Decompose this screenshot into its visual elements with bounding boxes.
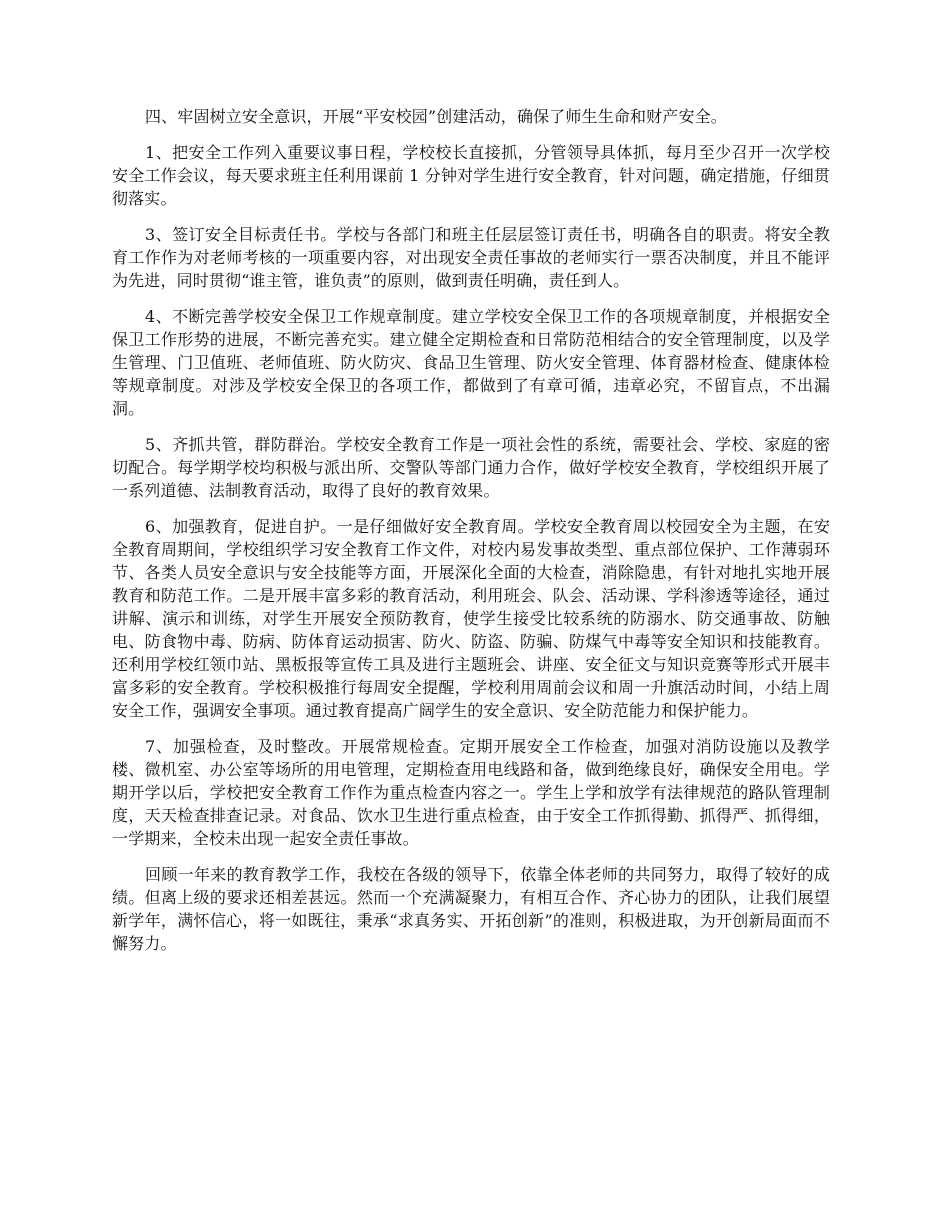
- paragraph-item-7: 7、加强检查，及时整改。开展常规检查。定期开展安全工作检查，加强对消防设施以及教学楼、微机室、办公室等场所的用电管理，定期检查用电线路和备，做到绝缘良好，确保安全用电。学期开学以后，学校把安全教育工作作为重点检查内容之一。学生上学和放学有法律规范的路队管理制度，天天检查排查记录。对食品、饮水卫生进行重点检查，由于安全工作抓得勤、抓得严、抓得细，一学期来，全校未出现一起安全责任事故。: [112, 737, 830, 848]
- paragraph-conclusion: 回顾一年来的教育教学工作，我校在各级的领导下，依靠全体老师的共同努力，取得了较好的成绩。但离上级的要求还相差甚远。然而一个充满凝聚力，有相互合作、齐心协力的团队，让我们展望新学年，满怀信心，将一如既往，秉承“求真务实、开拓创新”的准则，积极进取，为开创新局面而不懈努力。: [112, 865, 830, 953]
- document-page: [112, 105, 830, 968]
- paragraph-item-6: 6、加强教育，促进自护。一是仔细做好安全教育周。学校安全教育周以校园安全为主题，在安全教育周期间，学校组织学习安全教育工作文件，对校内易发事故类型、重点部位保护、工作薄弱环节、各类人员安全意识与安全技能等方面，开展深化全面的大检查，消除隐患，有针对地扎实地开展教育和防范工作。二是开展丰富多彩的教育活动，利用班会、队会、活动课、学科渗透等途径，通过讲解、演示和训练，对学生开展安全预防教育，使学生接受比较系统的防溺水、防交通事故、防触电、防食物中毒、防病、防体育运动损害、防火、防盗、防骗、防煤气中毒等安全知识和技能教育。还利用学校红领巾站、黑板报等宣传工具及进行主题班会、讲座、安全征文与知识竞赛等形式开展丰富多彩的安全教育。学校积极推行每周安全提醒，学校利用周前会议和周一升旗活动时间，小结上周安全工作，强调安全事项。通过教育提高广阔学生的安全意识、安全防范能力和保护能力。: [112, 517, 830, 720]
- paragraph-safety-awareness: 四、牢固树立安全意识，开展“平安校园”创建活动，确保了师生生命和财产安全。: [145, 107, 727, 126]
- paragraph-item-4: 4、不断完善学校安全保卫工作规章制度。建立学校安全保卫工作的各项规章制度，并根据安全保卫工作形势的进展，不断完善充实。建立健全定期检查和日常防范相结合的安全管理制度，以及学生管理、门卫值班、老师值班、防火防灾、食品卫生管理、防火安全管理、体育器材检查、健康体检等规章制度。对涉及学校安全保卫的各项工作，都做到了有章可循，违章必究，不留盲点，不出漏洞。: [112, 307, 830, 418]
- paragraph-item-3: 3、签订安全目标责任书。学校与各部门和班主任层层签订责任书，明确各自的职责。将安全教育工作作为对老师考核的一项重要内容，对出现安全责任事故的老师实行一票否决制度，并且不能评为先进，同时贯彻“谁主管，谁负责”的原则，做到责任明确，责任到人。: [112, 225, 830, 290]
- paragraph-item-5: 5、齐抓共管，群防群治。学校安全教育工作是一项社会性的系统，需要社会、学校、家庭的密切配合。每学期学校均积极与派出所、交警队等部门通力合作，做好学校安全教育，学校组织开展了一系列道德、法制教育活动，取得了良好的教育效果。: [112, 435, 830, 500]
- paragraph-item-1: 1、把安全工作列入重要议事日程，学校校长直接抓，分管领导具体抓，每月至少召开一次学校安全工作会议，每天要求班主任利用课前 1 分钟对学生进行安全教育，针对问题，确定措施，仔细贯彻落实。: [112, 143, 830, 208]
